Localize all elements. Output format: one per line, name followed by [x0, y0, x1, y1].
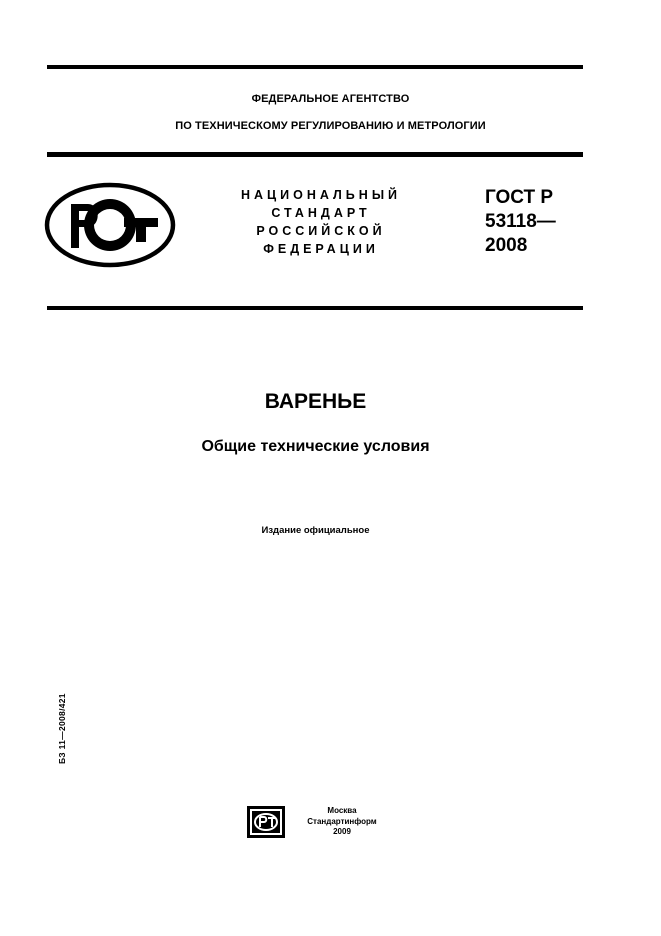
publisher-city: Москва — [327, 806, 357, 815]
gost-line-1: ГОСТ Р — [485, 187, 554, 208]
edition-note: Издание официальное — [261, 525, 370, 536]
agency-line-1: ФЕДЕРАЛЬНОЕ АГЕНТСТВО — [251, 93, 410, 105]
national-line-2: СТАНДАРТ — [271, 206, 371, 220]
gost-line-2: 53118— — [485, 211, 556, 232]
national-line-3: РОССИЙСКОЙ — [256, 224, 386, 238]
standartinform-logo-icon — [246, 805, 286, 839]
agency-line-2: ПО ТЕХНИЧЕСКОМУ РЕГУЛИРОВАНИЮ И МЕТРОЛОГИИ — [175, 120, 486, 132]
national-line-4: ФЕДЕРАЦИИ — [263, 242, 379, 256]
document-title: ВАРЕНЬЕ — [264, 390, 367, 413]
national-standard-block — [218, 186, 424, 258]
gost-line-3: 2008 — [485, 235, 528, 256]
top-rule — [47, 65, 583, 69]
gost-number — [485, 186, 556, 258]
publisher-year: 2009 — [333, 827, 351, 836]
section-rule — [47, 306, 583, 310]
document-subtitle: Общие технические условия — [201, 438, 430, 455]
publisher-name: Стандартинформ — [307, 816, 377, 826]
side-code: БЗ 11—2008/421 — [57, 693, 67, 764]
publisher-block — [295, 806, 389, 838]
national-line-1: НАЦИОНАЛЬНЫЙ — [240, 188, 402, 202]
rst-certification-logo-icon — [44, 182, 176, 268]
header-rule — [47, 152, 583, 157]
